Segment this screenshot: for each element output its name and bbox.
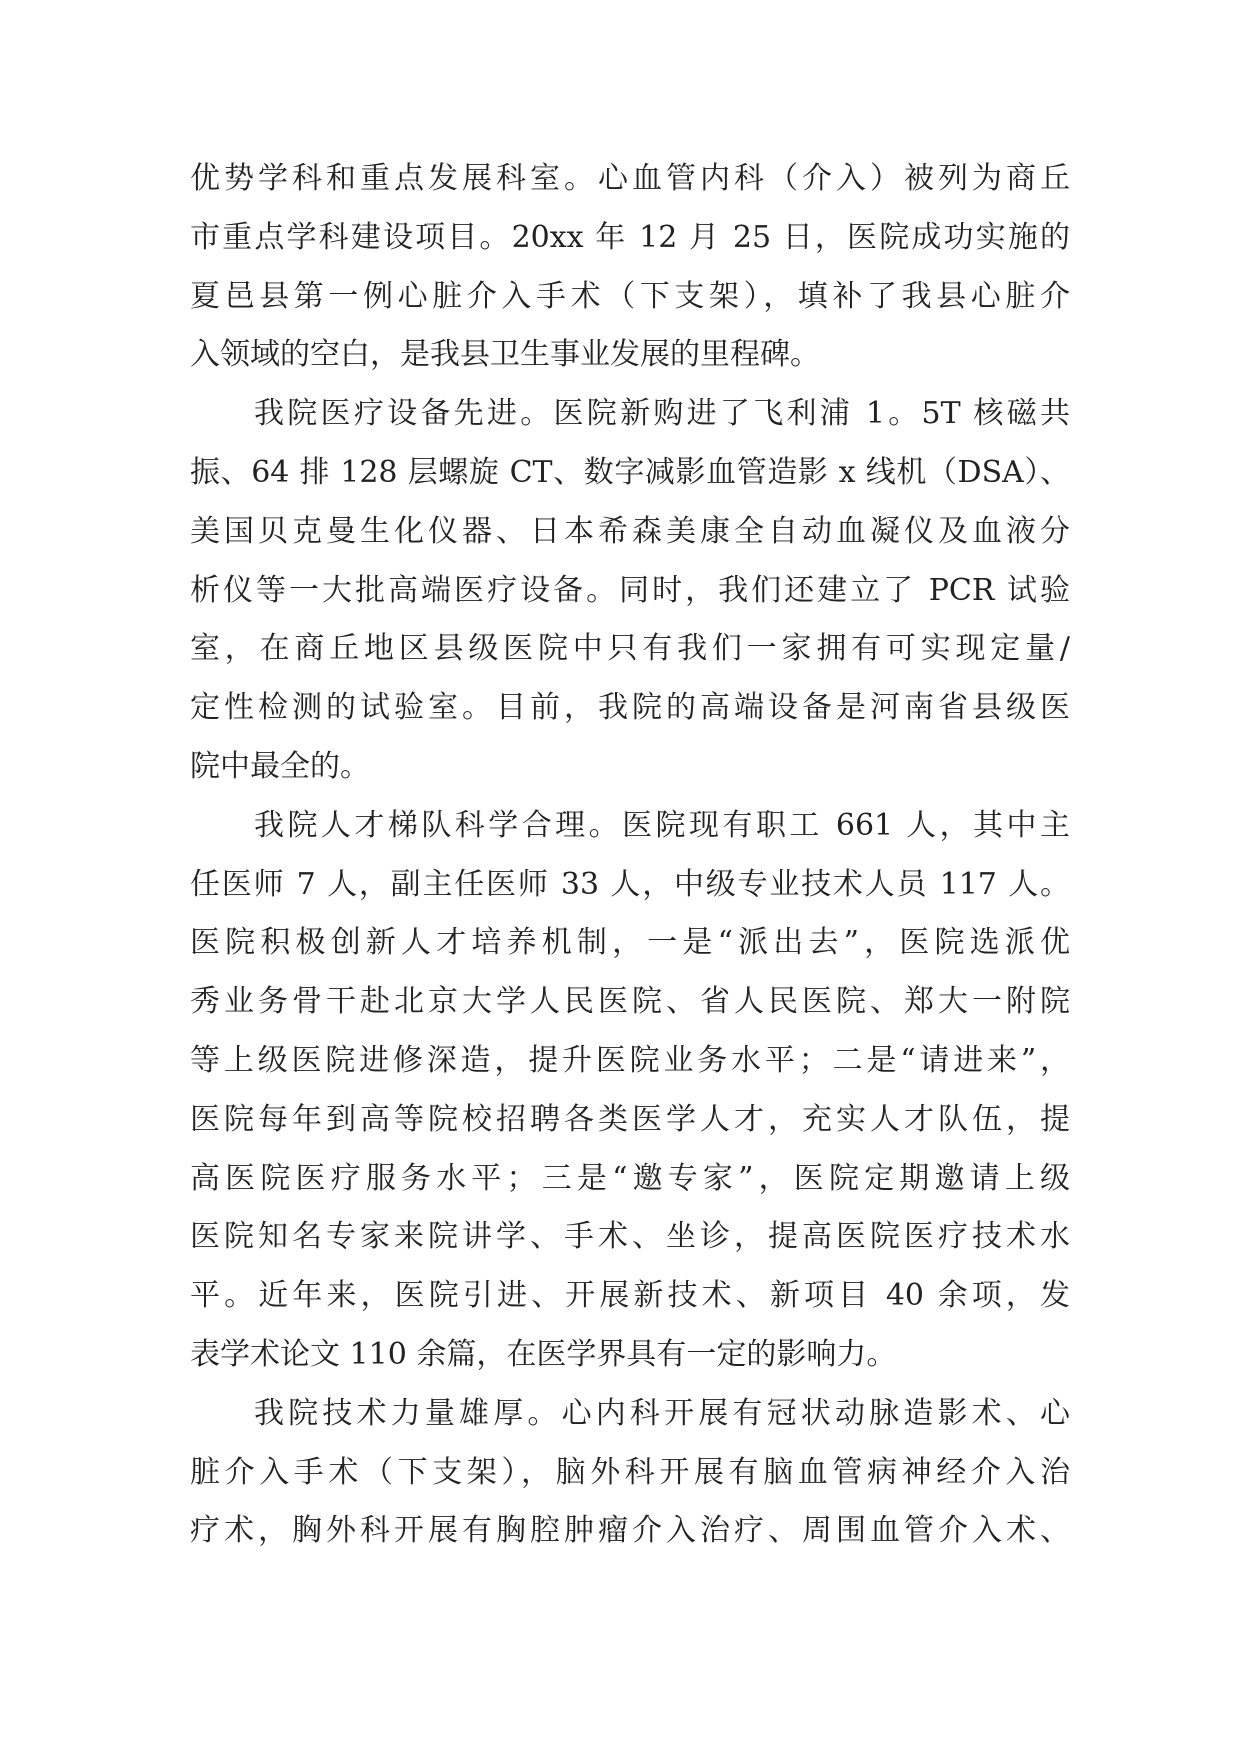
text-line: 美国贝克曼生化仪器、日本希森美康全自动血凝仪及血液分 — [190, 513, 1070, 549]
text-line: 等上级医院进修深造，提升医院业务水平；二是“请进来”， — [190, 1042, 1070, 1078]
text-line: 我院技术力量雄厚。心内科开展有冠状动脉造影术、心 — [254, 1395, 1070, 1431]
text-line: 平。近年来，医院引进、开展新技术、新项目 40 余项，发 — [190, 1278, 1070, 1314]
text-line: 疗术，胸外科开展有胸腔肿瘤介入治疗、周围血管介入术、 — [190, 1513, 1070, 1549]
text-line: 振、64 排 128 层螺旋 CT、数字减影血管造影 x 线机（DSA）、 — [190, 454, 1070, 490]
text-line: 表学术论文 110 余篇，在医学界具有一定的影响力。 — [190, 1336, 897, 1372]
text-line: 析仪等一大批高端医疗设备。同时，我们还建立了 PCR 试验 — [190, 572, 1070, 608]
text-line: 秀业务骨干赴北京大学人民医院、省人民医院、郑大一附院 — [190, 984, 1070, 1020]
text-line: 院中最全的。 — [190, 748, 370, 784]
text-line: 优势学科和重点发展科室。心血管内科（介入）被列为商丘 — [190, 161, 1070, 196]
text-line: 医院知名专家来院讲学、手术、坐诊，提高医院医疗技术水 — [190, 1219, 1070, 1255]
text-line: 入领域的空白，是我县卫生事业发展的里程碑。 — [190, 337, 820, 373]
text-line: 医院每年到高等院校招聘各类医学人才，充实人才队伍，提 — [190, 1101, 1070, 1137]
text-line: 我院医疗设备先进。医院新购进了飞利浦 1。5T 核磁共 — [254, 396, 1070, 432]
text-line: 医院积极创新人才培养机制，一是“派出去”，医院选派优 — [190, 925, 1070, 961]
text-line: 任医师 7 人，副主任医师 33 人，中级专业技术人员 117 人。 — [190, 866, 1070, 902]
document-body — [190, 150, 1070, 1561]
text-line: 高医院医疗服务水平；三是“邀专家”，医院定期邀请上级 — [190, 1160, 1070, 1196]
text-line: 夏邑县第一例心脏介入手术（下支架），填补了我县心脏介 — [190, 278, 1070, 314]
text-line: 定性检测的试验室。目前，我院的高端设备是河南省县级医 — [190, 690, 1070, 726]
text-line: 我院人才梯队科学合理。医院现有职工 661 人，其中主 — [254, 807, 1070, 843]
text-line: 脏介入手术（下支架），脑外科开展有脑血管病神经介入治 — [190, 1454, 1070, 1490]
text-line: 室，在商丘地区县级医院中只有我们一家拥有可实现定量/ — [190, 631, 1070, 667]
text-line: 市重点学科建设项目。20xx 年 12 月 25 日，医院成功实施的 — [190, 219, 1070, 255]
